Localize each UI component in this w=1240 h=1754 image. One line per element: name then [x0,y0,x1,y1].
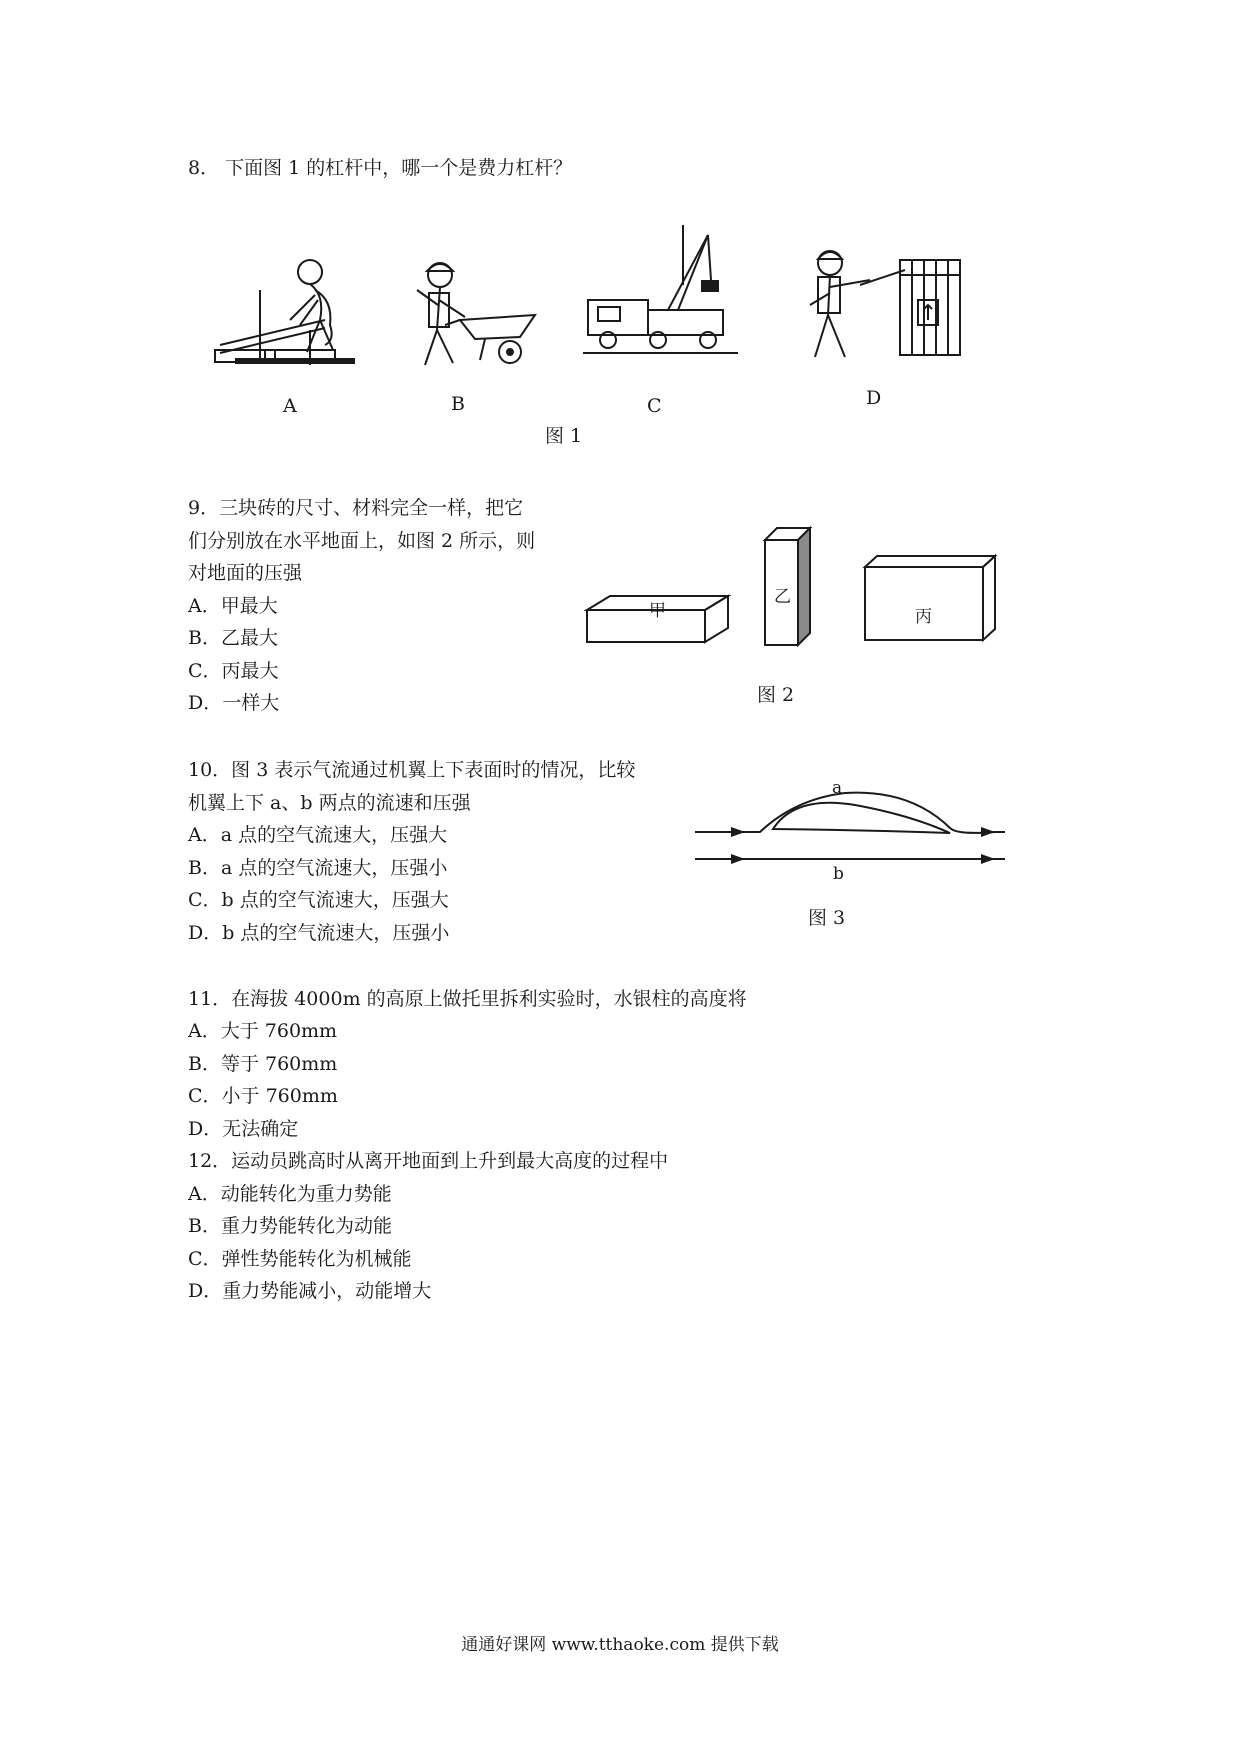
figure-3-point-a: a [832,778,843,798]
figure-1-label-d: D [866,387,882,409]
q9-stem-line-3: 对地面的压强 [188,562,303,584]
q9-option-b: B．乙最大 [188,627,278,649]
figure-1-illustration-d [800,245,970,365]
q11-stem: 11．在海拔 4000m 的高原上做托里拆利实验时，水银柱的高度将 [188,988,747,1010]
figure-1-label-c: C [647,395,662,417]
q10-option-c: C．b 点的空气流速大，压强大 [188,889,449,911]
q11-option-d: D．无法确定 [188,1118,299,1140]
figure-1-label-a: A [283,395,297,417]
brick-label-bing: 丙 [915,607,932,627]
q9-stem-line-1: 9．三块砖的尺寸、材料完全一样，把它 [188,497,524,519]
q12-option-c: C．弹性势能转化为机械能 [188,1248,412,1270]
q11-option-a: A．大于 760mm [188,1020,338,1042]
figure-3-caption: 图 3 [808,907,846,929]
q11-option-b: B．等于 760mm [188,1053,338,1075]
figure-1-label-b: B [451,393,465,415]
q9-option-d: D．一样大 [188,692,280,714]
q10-option-b: B．a 点的空气流速大，压强小 [188,857,448,879]
q10-option-a: A．a 点的空气流速大，压强大 [188,824,448,846]
q12-option-b: B．重力势能转化为动能 [188,1215,392,1237]
brick-label-yi: 乙 [774,587,791,607]
figure-1-illustration-c [583,225,743,365]
figure-2-bricks [585,520,1005,650]
figure-1-illustration-a [215,250,365,380]
figure-3-point-b: b [833,864,844,884]
figure-1-caption: 图 1 [545,425,583,447]
q12-option-d: D．重力势能减小，动能增大 [188,1280,432,1302]
q12-stem: 12．运动员跳高时从离开地面到上升到最大高度的过程中 [188,1150,669,1172]
q8-stem: 8． 下面图 1 的杠杆中，哪一个是费力杠杆？ [188,157,573,179]
figure-2-caption: 图 2 [757,684,795,706]
q9-option-c: C．丙最大 [188,660,279,682]
q9-stem-line-2: 们分别放在水平地面上，如图 2 所示，则 [188,530,536,552]
q12-option-a: A．动能转化为重力势能 [188,1183,392,1205]
brick-label-jia: 甲 [649,601,666,621]
q10-stem-line-1: 10．图 3 表示气流通过机翼上下表面时的情况，比较 [188,759,636,781]
figure-3-airflow [695,785,1025,895]
page-footer: 通通好课网 www.tthaoke.com 提供下载 [461,1635,779,1655]
q10-option-d: D．b 点的空气流速大，压强小 [188,922,450,944]
q11-option-c: C．小于 760mm [188,1085,338,1107]
q10-stem-line-2: 机翼上下 a、b 两点的流速和压强 [188,792,471,814]
figure-1-illustration-b [405,255,545,375]
q9-option-a: A．甲最大 [188,595,278,617]
